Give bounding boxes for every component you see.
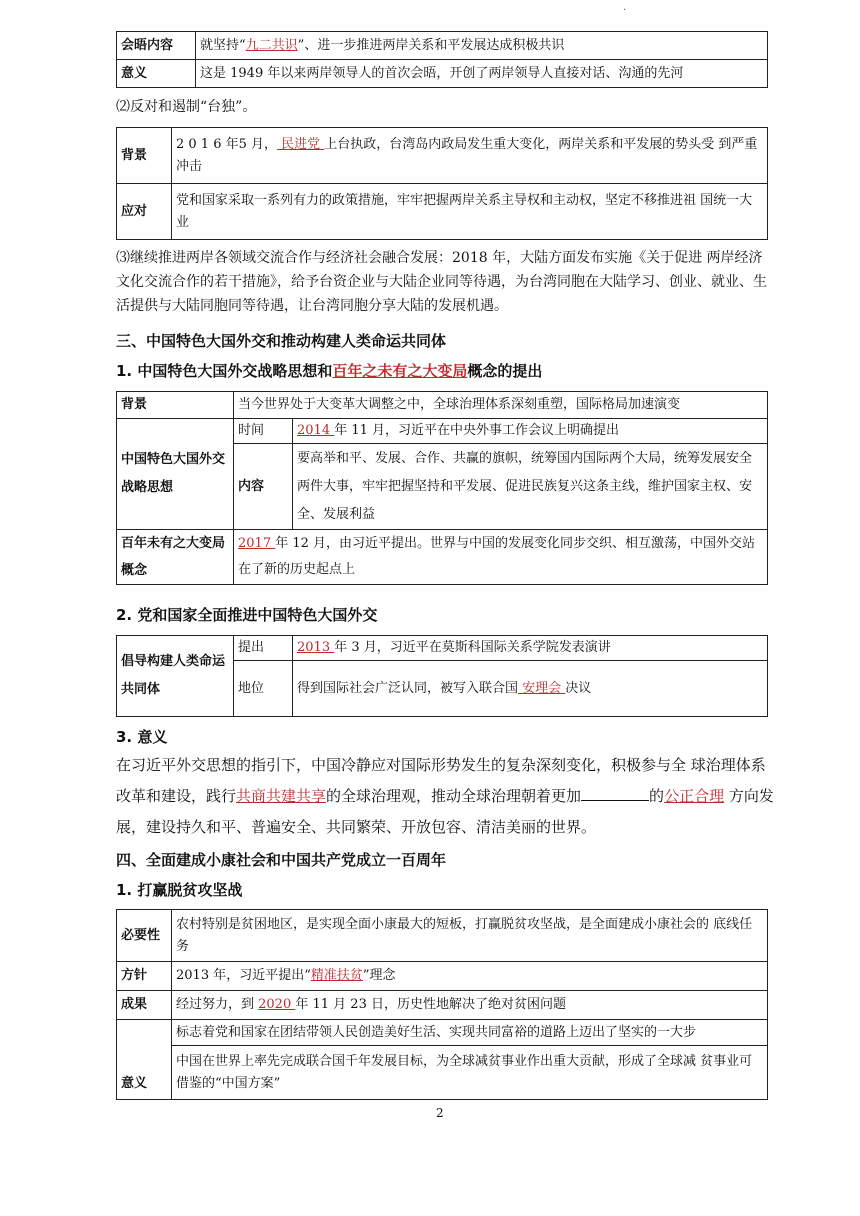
meeting-significance-label: 意义 [117,60,196,88]
century-label: 百年未有之大变局概念 [117,530,234,585]
time-label: 时间 [234,419,293,444]
meeting-content-label: 会晤内容 [117,32,196,60]
context-text: 当今世界处于大变革大调整之中，全球治理体系深刻重塑，国际格局加速演变 [234,392,768,419]
answer-red: 2013 [297,640,335,655]
necessity-text: 农村特别是贫困地区，是实现全面小康最大的短板，打赢脱贫攻坚战，是全面建成小康社会的 底线任务 [172,910,768,962]
exchange-paragraph: ⑶继续推进两岸各领域交流合作与经济社会融合发展：2018 年，大陆方面发布实施《关于促进 两岸经济文化交流合作的若干措施》，给予台资企业与大陆企业同等待遇，为台湾同胞在大陆学习、创业、就业、生活提供与大陆同胞同等待遇，让台湾同胞分享大陆的发展机遇。 [116,250,767,314]
fill-blank[interactable] [581,786,649,801]
background-text: 2 0 1 6 年5 月， 民进党 上台执政，台湾岛内政局发生重大变化，两岸关系和平发展的势头受 到严重冲击 [172,128,768,184]
heading-3-1: 1. 中国特色大国外交战略思想和百年之未有之大变局概念的提出 [116,362,543,380]
heading-3-2: 2. 党和国家全面推进中国特色大国外交 [116,606,378,624]
answer-red: 民进党 [277,136,325,152]
meeting-significance-text: 这是 1949 年以来两岸领导人的首次会晤，开创了两岸领导人直接对话、沟通的先河 [196,60,768,88]
policy-label: 方针 [117,962,172,991]
background-table [116,127,768,240]
answer-red: 公正合理 [664,787,725,805]
propose-text: 2013 年 3 月，习近平在莫斯科国际关系学院发表演讲 [293,636,768,661]
table-row [117,962,768,991]
table-row [117,32,768,60]
poverty-significance-label: 意义 [117,1020,172,1100]
strategy-label: 中国特色大国外交战略思想 [117,419,234,530]
heading-3-3: 3. 意义 [116,728,168,746]
meeting-content-text: 就坚持“九二共识”、进一步推进两岸关系和平发展达成积极共识 [196,32,768,60]
table-row [117,60,768,88]
diplomacy-table [116,391,768,585]
background-label: 背景 [117,128,172,184]
content-text: 要高举和平、发展、合作、共赢的旗帜，统筹国内国际两个大局，统筹发展安全两件大事，牢牢把握坚持和平发展、促进民族复兴这条主线，维护国家主权、安全、发展利益 [293,444,768,530]
table-row [117,419,768,444]
result-text: 经过努力，到 2020 年 11 月 23 日，历史性地解决了绝对贫困问题 [172,991,768,1020]
table-row [117,1046,768,1100]
table-row [117,1020,768,1046]
table-row [117,392,768,419]
page-number: 2 [436,1106,444,1120]
content-label: 内容 [234,444,293,530]
table-row [117,636,768,661]
table-row [117,991,768,1020]
poverty-table [116,909,768,1100]
context-label: 背景 [117,392,234,419]
community-label: 倡导构建人类命运共同体 [117,636,234,717]
response-label: 应对 [117,184,172,240]
answer-red: 2014 [297,423,335,438]
propose-label: 提出 [234,636,293,661]
table-row [117,184,768,240]
answer-red: 2017 [238,536,276,551]
time-text: 2014 年 11 月，习近平在中央外事工作会议上明确提出 [293,419,768,444]
status-text: 得到国际社会广泛认同，被写入联合国 安理会 决议 [293,661,768,717]
heading-4-1: 1. 打赢脱贫攻坚战 [116,881,243,899]
result-label: 成果 [117,991,172,1020]
status-label: 地位 [234,661,293,717]
top-dot: . [623,2,627,13]
century-text: 2017 年 12 月，由习近平提出。世界与中国的发展变化同步交织、相互激荡，中国外交站在了新的历史起点上 [234,530,768,585]
table-row [117,910,768,962]
significance-paragraph: 在习近平外交思想的指引下，中国冷静应对国际形势发生的复杂深刻变化，积极参与全 球治理体系改革和建设，践行共商共建共享的全球治理观，推动全球治理朝着更加 的公正合理 方向发展，建设持久和平、普遍安全、共同繁荣、开放包容、清洁美丽的世界。 [116,756,774,836]
community-table [116,635,768,717]
meeting-table [116,31,768,88]
response-text: 党和国家采取一系列有力的政策措施，牢牢把握两岸关系主导权和主动权，坚定不移推进祖 国统一大业 [172,184,768,240]
table-row [117,530,768,585]
table-row [117,128,768,184]
answer-red: 百年之未有之大变局 [332,362,468,380]
poverty-significance-2: 中国在世界上率先完成联合国千年发展目标，为全球减贫事业作出重大贡献，形成了全球减 贫事业可借鉴的“中国方案” [172,1046,768,1100]
answer-red: 九二共识 [245,37,298,53]
necessity-label: 必要性 [117,910,172,962]
section4-title: 四、全面建成小康社会和中国共产党成立一百周年 [116,851,447,869]
section3-title: 三、中国特色大国外交和推动构建人类命运共同体 [116,332,447,350]
poverty-significance-1: 标志着党和国家在团结带领人民创造美好生活、实现共同富裕的道路上迈出了坚实的一大步 [172,1020,768,1046]
answer-red: 精准扶贫 [310,968,363,983]
answer-red: 安理会 [518,680,566,696]
answer-red: 2020 [258,997,296,1012]
policy-text: 2013 年，习近平提出“精准扶贫”理念 [172,962,768,991]
subheading-anti-independence: ⑵反对和遏制“台独”。 [116,99,257,115]
answer-red: 共商共建共享 [236,787,327,805]
